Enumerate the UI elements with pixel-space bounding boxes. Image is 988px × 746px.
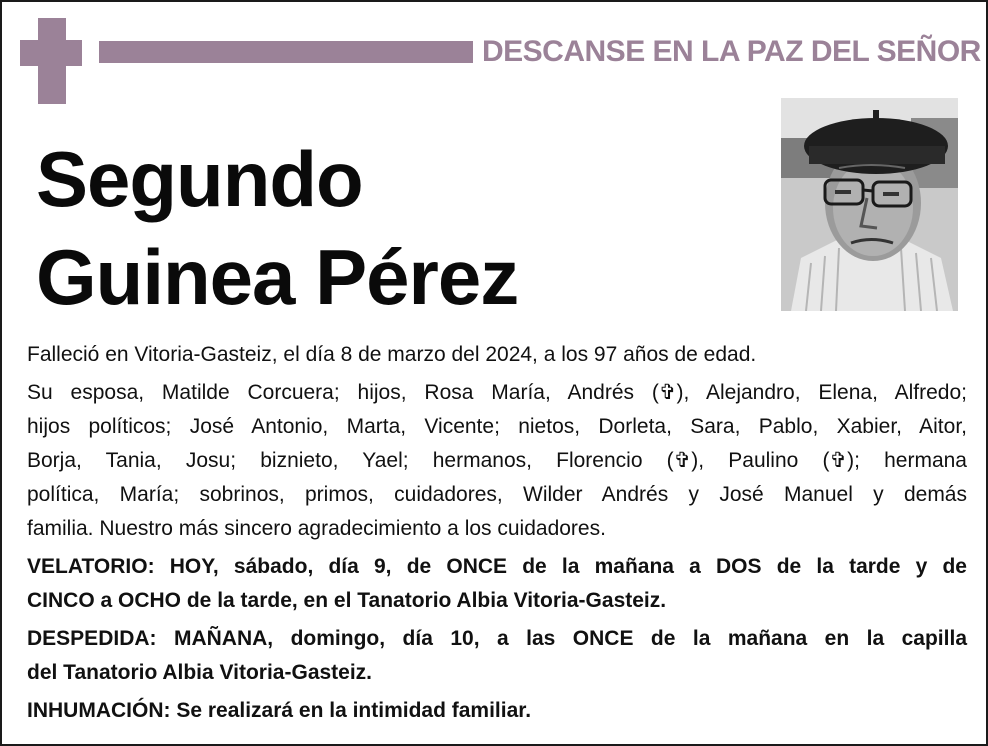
family-line: política, María; sobrinos, primos, cuidadores, Wilder Andrés y José Manuel y demás xyxy=(27,483,967,506)
velatorio-line: CINCO a OCHO de la tarde, en el Tanatorio Albia Vitoria-Gasteiz. xyxy=(27,589,667,612)
velatorio-line: VELATORIO: HOY, sábado, día 9, de ONCE de la mañana a DOS de la tarde y de xyxy=(27,555,967,578)
family-line: familia. Nuestro más sincero agradecimiento a los cuidadores. xyxy=(27,517,606,540)
inhumacion-text: INHUMACIÓN: Se realizará en la intimidad familiar. xyxy=(27,699,532,722)
portrait-photo xyxy=(781,98,958,311)
despedida-line: del Tanatorio Albia Vitoria-Gasteiz. xyxy=(27,661,373,684)
name-line-2: Guinea Pérez xyxy=(36,233,519,321)
header-title: DESCANSE EN LA PAZ DEL SEÑOR xyxy=(482,35,981,68)
header-divider-bar xyxy=(99,41,473,63)
deceased-name xyxy=(36,130,518,326)
family-paragraph xyxy=(27,376,967,546)
death-notice-text: Falleció en Vitoria-Gasteiz, el día 8 de marzo del 2024, a los 97 años de edad. xyxy=(27,343,757,366)
despedida-paragraph xyxy=(27,622,967,690)
name-line-1: Segundo xyxy=(36,135,363,223)
family-line: Su esposa, Matilde Corcuera; hijos, Rosa María, Andrés (✞), Alejandro, Elena, Alfredo; xyxy=(27,381,967,404)
family-line: hijos políticos; José Antonio, Marta, Vicente; nietos, Dorleta, Sara, Pablo, Xabier, Aitor, xyxy=(27,415,967,438)
velatorio-paragraph xyxy=(27,550,967,618)
inhumacion-paragraph xyxy=(27,694,967,728)
obituary-body xyxy=(27,338,967,732)
despedida-line: DESPEDIDA: MAÑANA, domingo, día 10, a las ONCE de la mañana en la capilla xyxy=(27,627,967,650)
family-line: Borja, Tania, Josu; biznieto, Yael; hermanos, Florencio (✞), Paulino (✞); hermana xyxy=(27,449,967,472)
death-notice xyxy=(27,338,967,372)
